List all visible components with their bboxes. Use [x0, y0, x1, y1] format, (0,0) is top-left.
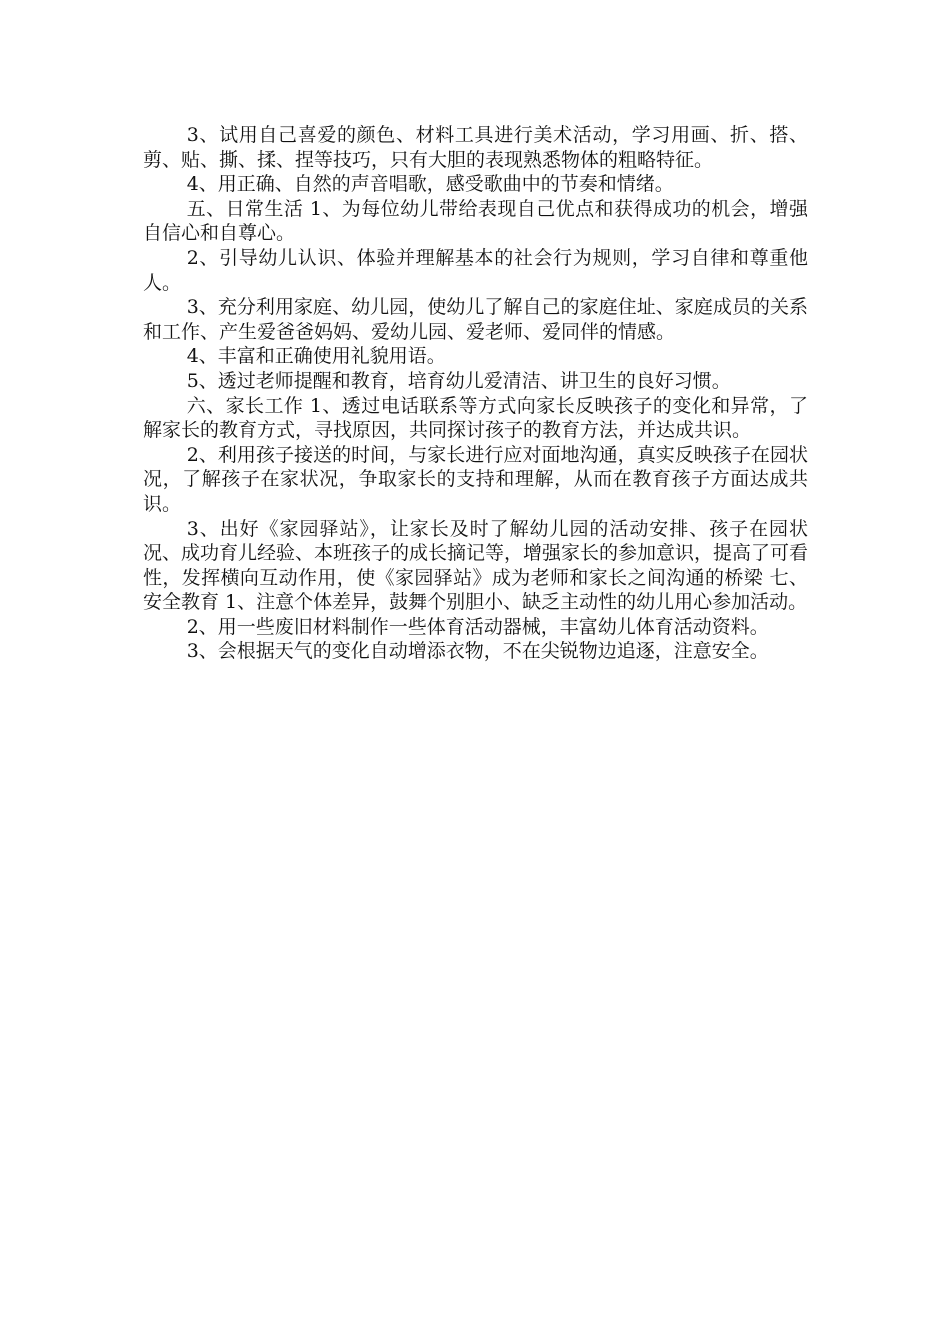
- paragraph: 3、出好《家园驿站》，让家长及时了解幼儿园的活动安排、孩子在园状况、成功育儿经验、本班孩子的成长摘记等，增强家长的参加意识，提高了可看性，发挥横向互动作用，使《家园驿站》成为老师和家长之间沟通的桥梁 七、安全教育 1、注意个体差异，鼓舞个别胆小、缺乏主动性的幼儿用心参加活动。: [143, 517, 809, 614]
- paragraph: 2、利用孩子接送的时间，与家长进行应对面地沟通，真实反映孩子在园状况，了解孩子在家状况，争取家长的支持和理解，从而在教育孩子方面达成共识。: [143, 443, 808, 515]
- paragraph: 2、用一些废旧材料制作一些体育活动器械，丰富幼儿体育活动资料。: [186, 615, 769, 638]
- paragraph: 3、充分利用家庭、幼儿园，使幼儿了解自己的家庭住址、家庭成员的关系和工作、产生爱爸爸妈妈、爱幼儿园、爱老师、爱同伴的情感。: [143, 296, 808, 343]
- document-body: [143, 123, 808, 664]
- paragraph: 5、透过老师提醒和教育，培育幼儿爱清洁、讲卫生的良好习惯。: [186, 369, 731, 392]
- paragraph: 六、家长工作 1、透过电话联系等方式向家长反映孩子的变化和异常，了解家长的教育方式，寻找原因，共同探讨孩子的教育方法，并达成共识。: [143, 394, 808, 442]
- paragraph: 五、日常生活 1、为每位幼儿带给表现自己优点和获得成功的机会，增强自信心和自尊心。: [143, 197, 808, 245]
- paragraph: 3、会根据天气的变化自动增添衣物，不在尖锐物边追逐，注意安全。: [186, 640, 769, 663]
- paragraph: 2、引导幼儿认识、体验并理解基本的社会行为规则，学习自律和尊重他人。: [143, 246, 808, 294]
- paragraph: 4、丰富和正确使用礼貌用语。: [186, 345, 446, 368]
- paragraph: 4、用正确、自然的声音唱歌，感受歌曲中的节奏和情绪。: [186, 173, 674, 196]
- paragraph: 3、试用自己喜爱的颜色、材料工具进行美术活动，学习用画、折、搭、剪、贴、撕、揉、捏等技巧，只有大胆的表现熟悉物体的粗略特征。: [143, 124, 808, 171]
